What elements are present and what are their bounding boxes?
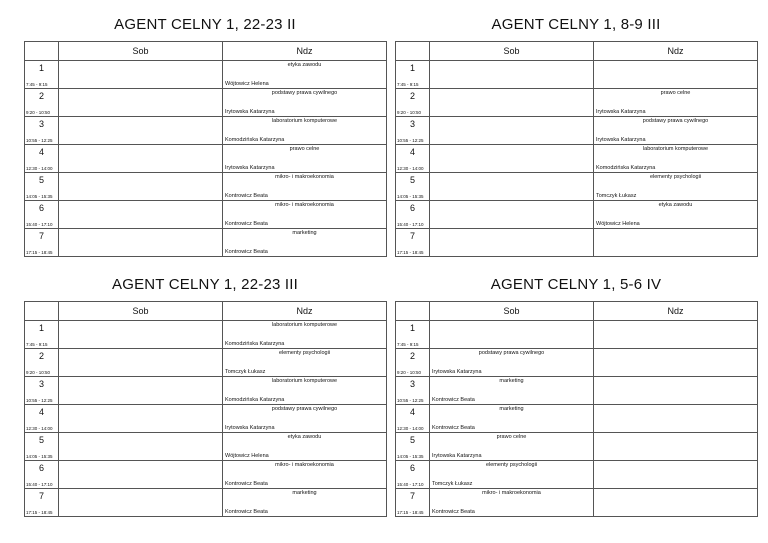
- teacher-label: Tomczyk Łukasz: [432, 481, 473, 487]
- slot-cell: [25, 173, 59, 201]
- table-row: [25, 321, 387, 349]
- teacher-label: Kontrowicz Beata: [432, 509, 475, 515]
- sat-cell: [430, 349, 594, 377]
- slot-cell: [396, 433, 430, 461]
- sun-cell: [223, 349, 387, 377]
- slot-number: 6: [38, 203, 44, 213]
- subject-label: laboratorium komputerowe: [271, 118, 338, 124]
- table-row: [25, 433, 387, 461]
- slot-number: 1: [409, 63, 415, 73]
- sat-cell: [59, 61, 223, 89]
- sat-cell: [59, 201, 223, 229]
- header-row: [25, 42, 387, 61]
- sat-cell: [59, 405, 223, 433]
- teacher-label: Kontrowicz Beata: [225, 481, 268, 487]
- slot-number: 6: [409, 203, 415, 213]
- sun-cell: [594, 117, 758, 145]
- schedule-title: AGENT CELNY 1, 8-9 III: [491, 16, 661, 33]
- subject-label: marketing: [499, 378, 524, 384]
- slot-number: 4: [38, 407, 44, 417]
- sat-cell: [430, 433, 594, 461]
- slot-number: 5: [38, 175, 44, 185]
- slot-number: 7: [409, 231, 415, 241]
- sun-cell: [223, 433, 387, 461]
- subject-label: podstawy prawa cywilnego: [642, 118, 709, 124]
- sun-cell: [594, 349, 758, 377]
- schedule-table: [395, 301, 758, 517]
- slot-time: 17:15 - 18:45: [26, 510, 53, 515]
- slot-number: 2: [38, 91, 44, 101]
- teacher-label: Tomczyk Łukasz: [596, 193, 637, 199]
- subject-label: marketing: [292, 490, 317, 496]
- schedule-3: [24, 274, 386, 517]
- sun-cell: [223, 117, 387, 145]
- table-row: [396, 489, 758, 517]
- table-row: [396, 349, 758, 377]
- slot-time: 17:15 - 18:45: [26, 250, 53, 255]
- sun-cell: [223, 89, 387, 117]
- slot-time: 9:20 - 10:50: [397, 110, 422, 115]
- teacher-label: Irytowska Katarzyna: [225, 109, 275, 115]
- sat-cell: [59, 349, 223, 377]
- subject-label: etyka zawodu: [287, 62, 322, 68]
- slot-cell: [396, 201, 430, 229]
- sat-cell: [430, 145, 594, 173]
- slot-time: 14:05 - 15:35: [26, 454, 53, 459]
- slot-time: 7:45 - 9:15: [26, 82, 48, 87]
- slot-number: 5: [38, 435, 44, 445]
- schedule-table: [395, 41, 758, 257]
- sun-cell: [223, 489, 387, 517]
- slot-cell: [396, 489, 430, 517]
- sat-cell: [430, 377, 594, 405]
- sun-cell: [223, 405, 387, 433]
- table-row: [396, 461, 758, 489]
- slot-cell: [396, 89, 430, 117]
- slot-cell: [25, 405, 59, 433]
- subject-label: elementy psychologii: [278, 350, 331, 356]
- slot-number: 7: [38, 491, 44, 501]
- table-row: [396, 117, 758, 145]
- slot-number: 4: [38, 147, 44, 157]
- slot-time: 14:05 - 15:35: [397, 454, 424, 459]
- sun-cell: [223, 377, 387, 405]
- teacher-label: Irytowska Katarzyna: [596, 109, 646, 115]
- table-row: [396, 89, 758, 117]
- table-row: [25, 229, 387, 257]
- slot-cell: [25, 321, 59, 349]
- table-row: [396, 321, 758, 349]
- slot-number: 2: [409, 351, 415, 361]
- table-row: [25, 145, 387, 173]
- teacher-label: Komodzińska Katarzyna: [225, 341, 285, 347]
- sun-cell: [594, 61, 758, 89]
- slot-number: 1: [38, 323, 44, 333]
- sat-cell: [59, 321, 223, 349]
- table-row: [396, 145, 758, 173]
- sun-cell: [223, 145, 387, 173]
- sun-cell: [223, 229, 387, 257]
- slot-cell: [396, 117, 430, 145]
- sat-cell: [59, 489, 223, 517]
- subject-label: podstawy prawa cywilnego: [271, 90, 338, 96]
- subject-label: prawo celne: [496, 434, 527, 440]
- sat-cell: [430, 201, 594, 229]
- slot-number: 5: [409, 435, 415, 445]
- table-row: [396, 433, 758, 461]
- header-day-sun: Ndz: [594, 302, 758, 321]
- sun-cell: [223, 321, 387, 349]
- sun-cell: [594, 321, 758, 349]
- slot-number: 7: [38, 231, 44, 241]
- slot-cell: [25, 61, 59, 89]
- teacher-label: Irytowska Katarzyna: [596, 137, 646, 143]
- slot-number: 6: [38, 463, 44, 473]
- teacher-label: Kontrowicz Beata: [432, 397, 475, 403]
- sun-cell: [594, 173, 758, 201]
- teacher-label: Kontrowicz Beata: [225, 509, 268, 515]
- slot-cell: [25, 145, 59, 173]
- subject-label: etyka zawodu: [658, 202, 693, 208]
- teacher-label: Irytowska Katarzyna: [432, 453, 482, 459]
- subject-label: prawo celne: [660, 90, 691, 96]
- sun-cell: [594, 433, 758, 461]
- subject-label: podstawy prawa cywilnego: [478, 350, 545, 356]
- subject-label: marketing: [292, 230, 317, 236]
- teacher-label: Kontrowicz Beata: [225, 193, 268, 199]
- slot-cell: [396, 377, 430, 405]
- table-row: [25, 377, 387, 405]
- teacher-label: Kontrowicz Beata: [225, 249, 268, 255]
- subject-label: mikro- i makroekonomia: [482, 490, 541, 496]
- header-day-sat: Sob: [430, 302, 594, 321]
- teacher-label: Komodzińska Katarzyna: [225, 137, 285, 143]
- slot-time: 7:45 - 9:15: [397, 82, 419, 87]
- slot-time: 15:40 - 17:10: [26, 482, 53, 487]
- sat-cell: [59, 377, 223, 405]
- slot-time: 10:55 - 12:25: [26, 138, 53, 143]
- header-day-sun: Ndz: [594, 42, 758, 61]
- sat-cell: [59, 229, 223, 257]
- sun-cell: [594, 489, 758, 517]
- subject-label: mikro- i makroekonomia: [275, 174, 334, 180]
- slot-cell: [396, 461, 430, 489]
- sat-cell: [430, 173, 594, 201]
- slot-cell: [396, 229, 430, 257]
- sat-cell: [430, 489, 594, 517]
- sun-cell: [594, 377, 758, 405]
- schedule-title: AGENT CELNY 1, 5-6 IV: [490, 276, 662, 293]
- table-row: [25, 349, 387, 377]
- slot-time: 17:15 - 18:45: [397, 250, 424, 255]
- subject-label: etyka zawodu: [287, 434, 322, 440]
- header-blank: [396, 302, 430, 321]
- schedule-title: AGENT CELNY 1, 22-23 II: [114, 16, 296, 33]
- sun-cell: [594, 229, 758, 257]
- sun-cell: [594, 405, 758, 433]
- slot-cell: [25, 377, 59, 405]
- slot-cell: [25, 89, 59, 117]
- slot-cell: [396, 145, 430, 173]
- sat-cell: [59, 461, 223, 489]
- slot-cell: [25, 461, 59, 489]
- header-day-sun: Ndz: [223, 42, 387, 61]
- slot-number: 1: [38, 63, 44, 73]
- slot-cell: [396, 321, 430, 349]
- slot-number: 1: [409, 323, 415, 333]
- sat-cell: [59, 173, 223, 201]
- slot-number: 2: [409, 91, 415, 101]
- teacher-label: Wójtowicz Helena: [225, 81, 269, 87]
- subject-label: elementy psychologii: [649, 174, 702, 180]
- teacher-label: Komodzińska Katarzyna: [596, 165, 656, 171]
- teacher-label: Irytowska Katarzyna: [225, 165, 275, 171]
- slot-cell: [396, 61, 430, 89]
- header-day-sat: Sob: [59, 302, 223, 321]
- subject-label: mikro- i makroekonomia: [275, 462, 334, 468]
- table-row: [25, 461, 387, 489]
- schedule-table: [24, 41, 387, 257]
- subject-label: podstawy prawa cywilnego: [271, 406, 338, 412]
- schedule-1: [24, 14, 386, 257]
- sat-cell: [430, 321, 594, 349]
- sat-cell: [430, 461, 594, 489]
- sat-cell: [430, 61, 594, 89]
- slot-cell: [25, 349, 59, 377]
- header-blank: [396, 42, 430, 61]
- slot-number: 3: [409, 119, 415, 129]
- table-row: [396, 377, 758, 405]
- slot-time: 17:15 - 18:45: [397, 510, 424, 515]
- subject-label: laboratorium komputerowe: [642, 146, 709, 152]
- slot-time: 15:40 - 17:10: [397, 222, 424, 227]
- subject-label: elementy psychologii: [485, 462, 538, 468]
- header-day-sat: Sob: [59, 42, 223, 61]
- slot-cell: [25, 201, 59, 229]
- table-row: [396, 229, 758, 257]
- slot-time: 15:40 - 17:10: [397, 482, 424, 487]
- header-day-sun: Ndz: [223, 302, 387, 321]
- teacher-label: Wójtowicz Helena: [596, 221, 640, 227]
- slot-number: 3: [38, 119, 44, 129]
- sat-cell: [59, 433, 223, 461]
- slot-time: 12:30 - 14:00: [397, 166, 424, 171]
- header-blank: [25, 42, 59, 61]
- sun-cell: [223, 61, 387, 89]
- teacher-label: Kontrowicz Beata: [225, 221, 268, 227]
- sun-cell: [594, 145, 758, 173]
- slot-number: 3: [409, 379, 415, 389]
- sat-cell: [59, 89, 223, 117]
- table-row: [25, 489, 387, 517]
- sun-cell: [223, 201, 387, 229]
- header-row: [396, 302, 758, 321]
- slot-time: 14:05 - 15:35: [26, 194, 53, 199]
- schedule-title: AGENT CELNY 1, 22-23 III: [112, 276, 298, 293]
- slot-cell: [396, 405, 430, 433]
- slot-time: 14:05 - 15:35: [397, 194, 424, 199]
- schedule-2: [395, 14, 757, 257]
- sat-cell: [59, 117, 223, 145]
- slot-time: 9:20 - 10:50: [26, 110, 51, 115]
- schedule-table: [24, 301, 387, 517]
- slot-time: 15:40 - 17:10: [26, 222, 53, 227]
- slot-number: 7: [409, 491, 415, 501]
- subject-label: mikro- i makroekonomia: [275, 202, 334, 208]
- schedule-4: [395, 274, 757, 517]
- slot-time: 12:30 - 14:00: [26, 426, 53, 431]
- slot-cell: [25, 489, 59, 517]
- subject-label: laboratorium komputerowe: [271, 378, 338, 384]
- table-row: [25, 173, 387, 201]
- slot-time: 9:20 - 10:50: [26, 370, 51, 375]
- slot-cell: [25, 117, 59, 145]
- slot-time: 12:30 - 14:00: [397, 426, 424, 431]
- header-row: [25, 302, 387, 321]
- slot-cell: [25, 229, 59, 257]
- sun-cell: [223, 173, 387, 201]
- slot-time: 7:45 - 9:15: [397, 342, 419, 347]
- sun-cell: [223, 461, 387, 489]
- table-row: [25, 117, 387, 145]
- slot-time: 10:55 - 12:25: [397, 398, 424, 403]
- teacher-label: Kontrowicz Beata: [432, 425, 475, 431]
- header-day-sat: Sob: [430, 42, 594, 61]
- table-row: [25, 89, 387, 117]
- slot-number: 2: [38, 351, 44, 361]
- sat-cell: [59, 145, 223, 173]
- teacher-label: Irytowska Katarzyna: [225, 425, 275, 431]
- header-row: [396, 42, 758, 61]
- sat-cell: [430, 229, 594, 257]
- slot-time: 9:20 - 10:50: [397, 370, 422, 375]
- slot-cell: [396, 173, 430, 201]
- teacher-label: Irytowska Katarzyna: [432, 369, 482, 375]
- slot-time: 12:30 - 14:00: [26, 166, 53, 171]
- sun-cell: [594, 89, 758, 117]
- slot-number: 4: [409, 147, 415, 157]
- sat-cell: [430, 89, 594, 117]
- slot-number: 3: [38, 379, 44, 389]
- slot-number: 5: [409, 175, 415, 185]
- slot-number: 6: [409, 463, 415, 473]
- sat-cell: [430, 405, 594, 433]
- slot-time: 7:45 - 9:15: [26, 342, 48, 347]
- slot-number: 4: [409, 407, 415, 417]
- table-row: [396, 61, 758, 89]
- slot-cell: [396, 349, 430, 377]
- subject-label: marketing: [499, 406, 524, 412]
- table-row: [25, 405, 387, 433]
- header-blank: [25, 302, 59, 321]
- table-row: [396, 173, 758, 201]
- slot-time: 10:55 - 12:25: [397, 138, 424, 143]
- teacher-label: Komodzińska Katarzyna: [225, 397, 285, 403]
- sun-cell: [594, 461, 758, 489]
- subject-label: laboratorium komputerowe: [271, 322, 338, 328]
- sat-cell: [430, 117, 594, 145]
- table-row: [396, 405, 758, 433]
- sun-cell: [594, 201, 758, 229]
- teacher-label: Wójtowicz Helena: [225, 453, 269, 459]
- table-row: [396, 201, 758, 229]
- table-row: [25, 61, 387, 89]
- subject-label: prawo celne: [289, 146, 320, 152]
- slot-time: 10:55 - 12:25: [26, 398, 53, 403]
- slot-cell: [25, 433, 59, 461]
- table-row: [25, 201, 387, 229]
- teacher-label: Tomczyk Łukasz: [225, 369, 266, 375]
